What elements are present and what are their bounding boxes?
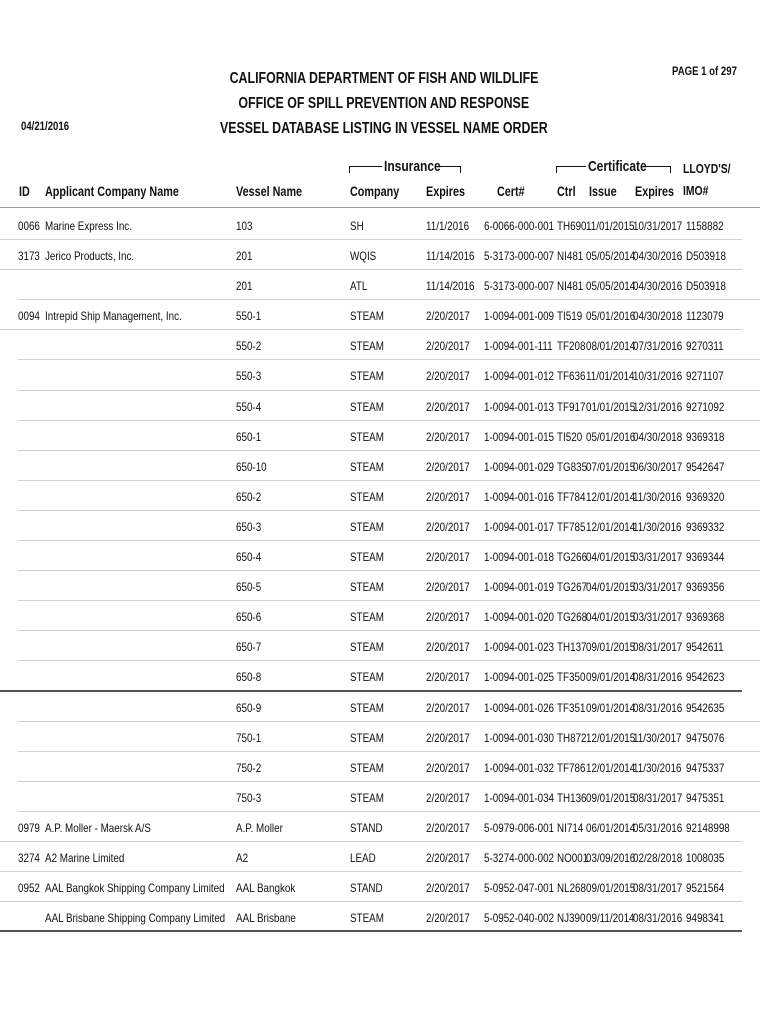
cell-ctrl: TH872 xyxy=(557,730,587,745)
cell-insurance-expires: 2/20/2017 xyxy=(426,429,470,444)
cell-insurance-company: STEAM xyxy=(350,429,384,444)
cell-cert-no: 1-0094-001-030 xyxy=(484,730,555,745)
table-row xyxy=(0,631,768,661)
cell-insurance-company: STAND xyxy=(350,820,383,835)
cell-company: A.P. Moller - Maersk A/S xyxy=(45,820,151,835)
cell-ctrl: TG267 xyxy=(557,580,588,595)
cell-cert-expires: 08/31/2016 xyxy=(633,700,683,715)
table-row xyxy=(0,240,768,270)
cell-ctrl: TH137 xyxy=(557,640,587,655)
col-insurance-expires: Expires xyxy=(426,184,466,199)
cell-insurance-expires: 2/20/2017 xyxy=(426,730,470,745)
cell-cert-expires: 08/31/2016 xyxy=(633,911,683,926)
cell-insurance-expires: 2/20/2017 xyxy=(426,489,470,504)
cell-ctrl: TH136 xyxy=(557,790,587,805)
col-lloyds-imo: LLOYD'S/ IMO# xyxy=(683,161,731,198)
cell-ctrl: NI481 xyxy=(557,279,584,294)
col-company-name: Applicant Company Name xyxy=(45,184,179,199)
cell-insurance-expires: 2/20/2017 xyxy=(426,820,470,835)
cell-vessel: AAL Bangkok xyxy=(236,881,296,896)
col-issue: Issue xyxy=(589,184,617,199)
cell-ctrl: TF784 xyxy=(557,489,586,504)
cell-ctrl: TF785 xyxy=(557,519,586,534)
insurance-bracket-line-left xyxy=(349,166,382,167)
cell-insurance-expires: 2/20/2017 xyxy=(426,790,470,805)
table-row xyxy=(0,902,768,932)
cell-vessel: 550-2 xyxy=(236,339,262,354)
insurance-bracket-right xyxy=(460,166,461,173)
table-row xyxy=(0,210,768,240)
cell-cert-no: 1-0094-001-009 xyxy=(484,309,555,324)
cell-insurance-company: STEAM xyxy=(350,730,384,745)
certificate-bracket-left xyxy=(556,166,557,173)
cell-imo: 9542635 xyxy=(686,700,725,715)
cell-cert-expires: 03/31/2017 xyxy=(633,550,683,565)
cell-insurance-company: STEAM xyxy=(350,369,384,384)
table-row xyxy=(0,330,768,360)
cell-insurance-company: STEAM xyxy=(350,309,384,324)
cell-issue: 09/01/2015 xyxy=(586,640,636,655)
certificate-bracket-line-left xyxy=(556,166,586,167)
cell-issue: 12/01/2014 xyxy=(586,489,636,504)
cell-company: Intrepid Ship Management, Inc. xyxy=(45,309,182,324)
cell-cert-no: 1-0094-001-018 xyxy=(484,550,555,565)
table-row xyxy=(0,481,768,511)
cell-insurance-company: STEAM xyxy=(350,911,384,926)
cell-insurance-expires: 2/20/2017 xyxy=(426,309,470,324)
cell-insurance-expires: 2/20/2017 xyxy=(426,550,470,565)
cell-cert-expires: 08/31/2017 xyxy=(633,640,683,655)
cell-cert-no: 1-0094-001-034 xyxy=(484,790,555,805)
cell-ctrl: TF350 xyxy=(557,670,586,685)
cell-issue: 07/01/2015 xyxy=(586,459,636,474)
cell-imo: 9271092 xyxy=(686,399,725,414)
cell-vessel: 650-4 xyxy=(236,550,262,565)
cell-cert-expires: 08/31/2016 xyxy=(633,670,683,685)
cell-insurance-expires: 2/20/2017 xyxy=(426,610,470,625)
cell-vessel: 650-2 xyxy=(236,489,262,504)
cell-ctrl: NL268 xyxy=(557,881,587,896)
table-row xyxy=(0,752,768,782)
cell-ctrl: NI714 xyxy=(557,820,584,835)
table-row xyxy=(0,300,768,330)
cell-insurance-company: STEAM xyxy=(350,580,384,595)
table-row xyxy=(0,360,768,390)
table-row xyxy=(0,451,768,481)
cell-issue: 09/01/2014 xyxy=(586,700,636,715)
cell-insurance-company: STEAM xyxy=(350,670,384,685)
vessel-table xyxy=(0,210,768,932)
cell-cert-expires: 07/31/2016 xyxy=(633,339,683,354)
cell-ctrl: TI519 xyxy=(557,309,583,324)
cell-imo: 1123079 xyxy=(686,309,724,324)
cell-ctrl: TI520 xyxy=(557,429,583,444)
cell-imo: 9369344 xyxy=(686,550,725,565)
table-row xyxy=(0,421,768,451)
col-cert-expires: Expires xyxy=(635,184,675,199)
cell-cert-expires: 04/30/2018 xyxy=(633,429,683,444)
cell-vessel: 650-6 xyxy=(236,610,262,625)
cell-insurance-company: STEAM xyxy=(350,550,384,565)
cell-imo: 9542647 xyxy=(686,459,725,474)
cell-insurance-expires: 2/20/2017 xyxy=(426,459,470,474)
cell-insurance-company: WQIS xyxy=(350,249,377,264)
cell-ctrl: TF636 xyxy=(557,369,586,384)
cell-issue: 09/01/2014 xyxy=(586,670,636,685)
cell-insurance-company: STEAM xyxy=(350,610,384,625)
cell-ctrl: TF208 xyxy=(557,339,586,354)
cell-cert-expires: 11/30/2017 xyxy=(633,730,682,745)
insurance-group-label: Insurance xyxy=(384,158,441,175)
cell-vessel: 750-3 xyxy=(236,790,262,805)
cell-imo: 9475351 xyxy=(686,790,725,805)
cell-cert-expires: 02/28/2018 xyxy=(633,850,683,865)
cell-imo: 9498341 xyxy=(686,911,725,926)
cell-issue: 12/01/2015 xyxy=(586,730,636,745)
cell-ctrl: TG268 xyxy=(557,610,588,625)
cell-imo: 1008035 xyxy=(686,850,725,865)
cell-id: 3173 xyxy=(18,249,40,264)
cell-vessel: 750-1 xyxy=(236,730,262,745)
cell-insurance-expires: 2/20/2017 xyxy=(426,850,470,865)
cell-insurance-expires: 2/20/2017 xyxy=(426,369,470,384)
cell-cert-no: 1-0094-001-032 xyxy=(484,760,555,775)
table-row xyxy=(0,270,768,300)
cell-issue: 09/11/2014 xyxy=(586,911,635,926)
cell-cert-no: 1-0094-001-015 xyxy=(484,429,555,444)
cell-vessel: 550-1 xyxy=(236,309,262,324)
cell-imo: 9369320 xyxy=(686,489,725,504)
cell-cert-expires: 03/31/2017 xyxy=(633,610,683,625)
cell-imo: 1158882 xyxy=(686,219,724,233)
cell-cert-no: 1-0094-001-023 xyxy=(484,640,555,655)
cell-vessel: 103 xyxy=(236,219,253,233)
cell-insurance-company: STEAM xyxy=(350,459,384,474)
cell-cert-no: 5-3173-000-007 xyxy=(484,249,555,264)
cell-imo: 9542623 xyxy=(686,670,725,685)
table-row xyxy=(0,872,768,902)
cell-insurance-expires: 2/20/2017 xyxy=(426,670,470,685)
col-cert-no: Cert# xyxy=(497,184,525,199)
cell-id: 3274 xyxy=(18,850,40,865)
cell-cert-no: 5-0952-040-002 xyxy=(484,911,555,926)
table-row xyxy=(0,812,768,842)
cell-issue: 09/01/2015 xyxy=(586,881,636,896)
cell-vessel: 550-3 xyxy=(236,369,262,384)
cell-ctrl: TG835 xyxy=(557,459,588,474)
cell-insurance-expires: 2/20/2017 xyxy=(426,881,470,896)
cell-issue: 05/05/2014 xyxy=(586,249,636,264)
cell-cert-no: 5-0952-047-001 xyxy=(484,881,555,896)
cell-id: 0066 xyxy=(18,219,40,233)
table-row xyxy=(0,722,768,752)
cell-imo: D503918 xyxy=(686,249,726,264)
cell-issue: 11/01/2014 xyxy=(586,369,635,384)
cell-insurance-expires: 11/14/2016 xyxy=(426,249,475,264)
report-date: 04/21/2016 xyxy=(21,119,70,133)
cell-vessel: 650-10 xyxy=(236,459,267,474)
cell-insurance-expires: 2/20/2017 xyxy=(426,399,470,414)
cell-insurance-company: STEAM xyxy=(350,790,384,805)
cell-cert-no: 1-0094-001-016 xyxy=(484,489,555,504)
cell-insurance-company: STEAM xyxy=(350,700,384,715)
cell-insurance-company: STAND xyxy=(350,881,383,896)
table-row xyxy=(0,601,768,631)
cell-vessel: AAL Brisbane xyxy=(236,911,296,926)
cell-company: AAL Bangkok Shipping Company Limited xyxy=(45,881,225,896)
cell-vessel: 650-9 xyxy=(236,700,262,715)
table-row xyxy=(0,391,768,421)
cell-issue: 05/05/2014 xyxy=(586,279,636,294)
cell-ctrl: TG266 xyxy=(557,550,588,565)
cell-company: AAL Brisbane Shipping Company Limited xyxy=(45,911,226,926)
insurance-bracket-line-right xyxy=(438,166,460,167)
cell-insurance-expires: 2/20/2017 xyxy=(426,339,470,354)
cell-insurance-expires: 2/20/2017 xyxy=(426,760,470,775)
table-row xyxy=(0,782,768,812)
cell-vessel: 650-7 xyxy=(236,640,262,655)
cell-ctrl: NJ390 xyxy=(557,911,586,926)
cell-ctrl: NI481 xyxy=(557,249,584,264)
cell-company: Marine Express Inc. xyxy=(45,219,132,233)
cell-vessel: 550-4 xyxy=(236,399,262,414)
cell-cert-no: 1-0094-001-026 xyxy=(484,700,555,715)
report-title xyxy=(0,66,768,141)
cell-cert-expires: 08/31/2017 xyxy=(633,790,683,805)
cell-insurance-company: LEAD xyxy=(350,850,376,865)
cell-cert-expires: 12/31/2016 xyxy=(633,399,683,414)
cell-vessel: 750-2 xyxy=(236,760,262,775)
title-line-3: VESSEL DATABASE LISTING IN VESSEL NAME ORDER xyxy=(220,120,548,137)
cell-insurance-expires: 2/20/2017 xyxy=(426,519,470,534)
cell-issue: 03/09/2016 xyxy=(586,850,636,865)
row-separator xyxy=(0,930,742,932)
cell-issue: 11/01/2015 xyxy=(586,219,635,233)
cell-cert-no: 1-0094-001-020 xyxy=(484,610,555,625)
cell-company: Jerico Products, Inc. xyxy=(45,249,135,264)
cell-issue: 04/01/2015 xyxy=(586,580,636,595)
cell-cert-no: 1-0094-001-019 xyxy=(484,580,555,595)
table-row xyxy=(0,842,768,872)
cell-imo: 9475076 xyxy=(686,730,725,745)
cell-cert-no: 1-0094-001-111 xyxy=(484,339,553,354)
cell-vessel: 201 xyxy=(236,249,253,264)
col-ctrl: Ctrl xyxy=(557,184,576,199)
cell-cert-expires: 10/31/2017 xyxy=(633,219,683,233)
cell-issue: 12/01/2014 xyxy=(586,760,636,775)
cell-vessel: 650-5 xyxy=(236,580,262,595)
cell-imo: 9270311 xyxy=(686,339,724,354)
cell-vessel: A2 xyxy=(236,850,249,865)
certificate-group-label: Certificate xyxy=(588,158,647,175)
cell-insurance-expires: 11/14/2016 xyxy=(426,279,475,294)
cell-imo: 9369356 xyxy=(686,580,725,595)
cell-cert-expires: 11/30/2016 xyxy=(633,519,682,534)
cell-cert-expires: 03/31/2017 xyxy=(633,580,683,595)
cell-insurance-company: STEAM xyxy=(350,399,384,414)
header-rule xyxy=(0,207,760,208)
cell-cert-expires: 08/31/2017 xyxy=(633,881,683,896)
cell-cert-no: 5-3173-000-007 xyxy=(484,279,555,294)
cell-issue: 09/01/2015 xyxy=(586,790,636,805)
cell-insurance-expires: 2/20/2017 xyxy=(426,911,470,926)
cell-insurance-company: STEAM xyxy=(350,640,384,655)
cell-issue: 04/01/2015 xyxy=(586,610,636,625)
cell-issue: 08/01/2014 xyxy=(586,339,636,354)
cell-vessel: 650-8 xyxy=(236,670,262,685)
cell-insurance-company: STEAM xyxy=(350,489,384,504)
cell-imo: 92148998 xyxy=(686,820,730,835)
cell-vessel: 650-3 xyxy=(236,519,262,534)
cell-ctrl: TF351 xyxy=(557,700,586,715)
cell-insurance-company: SH xyxy=(350,219,364,233)
cell-insurance-expires: 2/20/2017 xyxy=(426,700,470,715)
title-line-2: OFFICE OF SPILL PREVENTION AND RESPONSE xyxy=(238,95,530,112)
cell-id: 0979 xyxy=(18,820,40,835)
table-row xyxy=(0,511,768,541)
cell-cert-expires: 10/31/2016 xyxy=(633,369,683,384)
cell-cert-expires: 11/30/2016 xyxy=(633,489,682,504)
col-id: ID xyxy=(19,184,30,199)
cell-insurance-company: STEAM xyxy=(350,519,384,534)
cell-ctrl: NO001 xyxy=(557,850,589,865)
page-number: PAGE 1 of 297 xyxy=(672,64,737,78)
cell-cert-no: 5-3274-000-002 xyxy=(484,850,555,865)
table-row xyxy=(0,692,768,722)
cell-imo: 9369318 xyxy=(686,429,725,444)
cell-cert-expires: 04/30/2018 xyxy=(633,309,683,324)
cell-cert-no: 1-0094-001-029 xyxy=(484,459,555,474)
cell-cert-no: 6-0066-000-001 xyxy=(484,219,555,233)
table-row xyxy=(0,541,768,571)
cell-vessel: 650-1 xyxy=(236,429,262,444)
cell-id: 0094 xyxy=(18,309,40,324)
cell-cert-no: 1-0094-001-017 xyxy=(484,519,555,534)
cell-insurance-company: STEAM xyxy=(350,760,384,775)
cell-cert-no: 1-0094-001-025 xyxy=(484,670,555,685)
cell-imo: 9542611 xyxy=(686,640,724,655)
col-vessel-name: Vessel Name xyxy=(236,184,303,199)
cell-imo: D503918 xyxy=(686,279,726,294)
title-line-1: CALIFORNIA DEPARTMENT OF FISH AND WILDLIFE xyxy=(229,70,539,87)
cell-insurance-company: ATL xyxy=(350,279,368,294)
cell-cert-no: 1-0094-001-013 xyxy=(484,399,555,414)
cell-ctrl: TH690 xyxy=(557,219,587,233)
cell-ctrl: TF917 xyxy=(557,399,586,414)
cell-issue: 05/01/2016 xyxy=(586,429,636,444)
cell-insurance-expires: 11/1/2016 xyxy=(426,219,470,233)
cell-cert-expires: 04/30/2016 xyxy=(633,249,683,264)
cell-imo: 9369368 xyxy=(686,610,725,625)
table-row xyxy=(0,571,768,601)
cell-issue: 01/01/2015 xyxy=(586,399,636,414)
cell-issue: 12/01/2014 xyxy=(586,519,636,534)
cell-imo: 9521564 xyxy=(686,881,725,896)
insurance-bracket-left xyxy=(349,166,350,173)
cell-issue: 04/01/2015 xyxy=(586,550,636,565)
cell-insurance-expires: 2/20/2017 xyxy=(426,640,470,655)
cell-issue: 06/01/2014 xyxy=(586,820,636,835)
cell-imo: 9271107 xyxy=(686,369,724,384)
cell-id: 0952 xyxy=(18,881,40,896)
cell-cert-expires: 11/30/2016 xyxy=(633,760,682,775)
cell-cert-no: 1-0094-001-012 xyxy=(484,369,555,384)
cell-imo: 9475337 xyxy=(686,760,725,775)
table-row xyxy=(0,661,768,691)
cell-vessel: 201 xyxy=(236,279,253,294)
cell-insurance-company: STEAM xyxy=(350,339,384,354)
cell-imo: 9369332 xyxy=(686,519,725,534)
certificate-bracket-line-right xyxy=(646,166,670,167)
certificate-bracket-right xyxy=(670,166,671,173)
col-insurance-company: Company xyxy=(350,184,400,199)
cell-cert-expires: 04/30/2016 xyxy=(633,279,683,294)
cell-cert-expires: 06/30/2017 xyxy=(633,459,683,474)
cell-ctrl: TF786 xyxy=(557,760,586,775)
cell-insurance-expires: 2/20/2017 xyxy=(426,580,470,595)
cell-cert-expires: 05/31/2016 xyxy=(633,820,683,835)
cell-company: A2 Marine Limited xyxy=(45,850,125,865)
cell-vessel: A.P. Moller xyxy=(236,820,283,835)
cell-issue: 05/01/2016 xyxy=(586,309,636,324)
cell-cert-no: 5-0979-006-001 xyxy=(484,820,555,835)
